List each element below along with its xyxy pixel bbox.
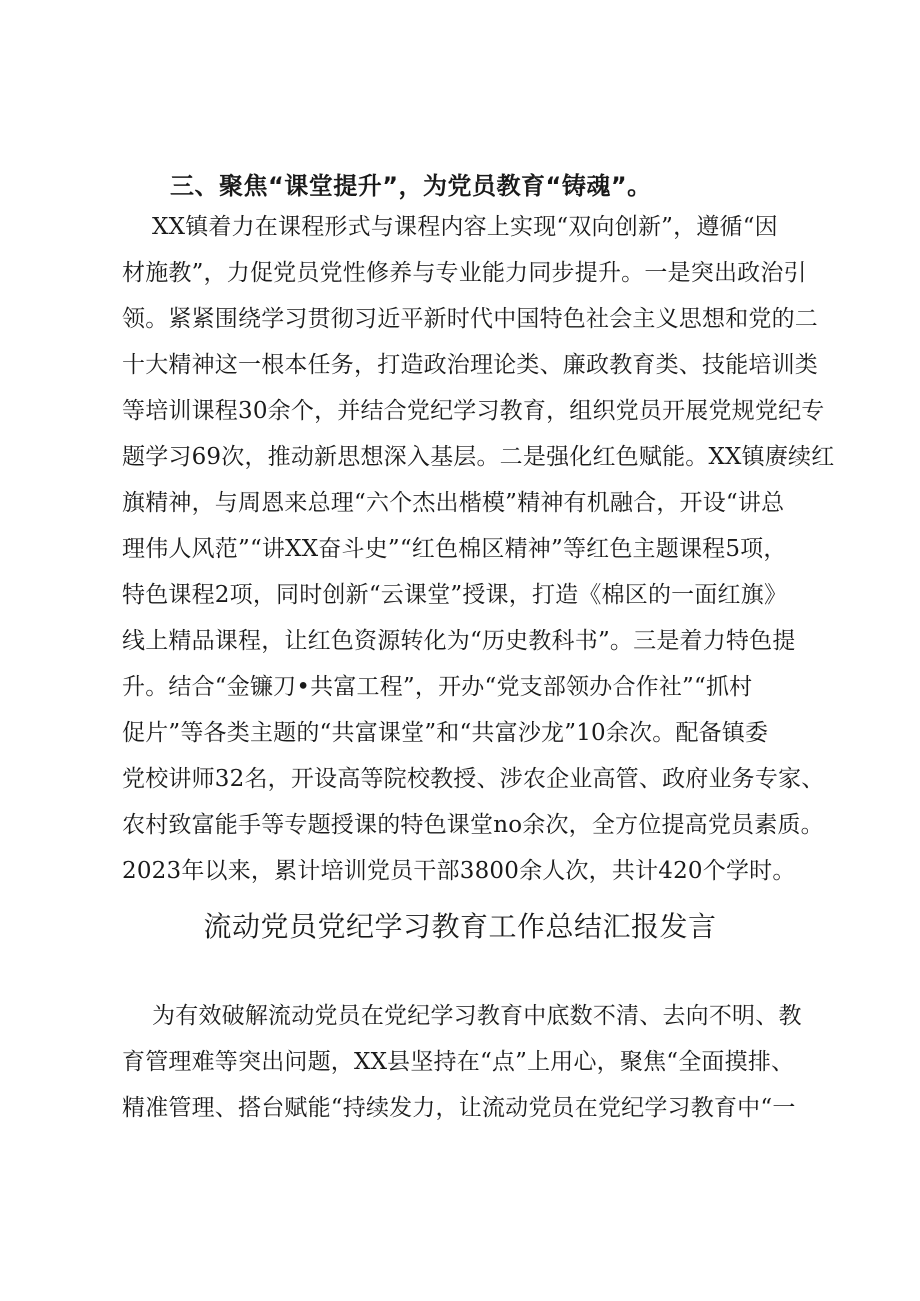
body-line: 等培训课程30余个，并结合党纪学习教育，组织党员开展党规党纪专: [122, 398, 825, 424]
body-line: 2023年以来，累计培训党员干部3800余人次，共计420个学时。: [122, 858, 796, 884]
section-body: [122, 204, 835, 894]
body-line: 领。紧紧围绕学习贯彻习近平新时代中国特色社会主义思想和党的二: [122, 306, 818, 332]
body-line: 旗精神，与周恩来总理“六个杰出楷模”精神有机融合，开设“讲总: [122, 490, 785, 516]
section-heading: 三、聚焦“课堂提升”，为党员教育“铸魂”。: [170, 172, 652, 200]
body-line: 线上精品课程，让红色资源转化为“历史教科书”。三是着力特色提: [122, 628, 796, 654]
body-line: 材施教”，力促党员党性修养与专业能力同步提升。一是突出政治引: [122, 260, 807, 286]
body-line: 党校讲师32名，开设高等院校教授、涉农企业高管、政府业务专家、: [122, 766, 825, 792]
body-line: 理伟人风范”“讲XX奋斗史”“红色棉区精神”等红色主题课程5项，: [122, 536, 787, 562]
document-body: [122, 993, 822, 1131]
body-line: 十大精神这一根本任务，打造政治理论类、廉政教育类、技能培训类: [122, 352, 818, 378]
body-line: 题学习69次，推动新思想深入基层。二是强化红色赋能。XX镇赓续红: [122, 444, 835, 470]
body-line: 农村致富能手等专题授课的特色课堂no余次，全方位提高党员素质。: [122, 812, 824, 838]
document-title: 流动党员党纪学习教育工作总结汇报发言: [203, 910, 717, 943]
body-line: 育管理难等突出问题，XX县坚持在“点”上用心，聚焦“全面摸排、: [122, 1049, 795, 1075]
body-line: 升。结合“金镰刀•共富工程”，开办“党支部领办合作社”“抓村: [122, 674, 753, 700]
body-line: 精准管理、搭台赋能“持续发力，让流动党员在党纪学习教育中“一: [122, 1095, 796, 1121]
body-line: 为有效破解流动党员在党纪学习教育中底数不清、去向不明、教: [122, 1003, 802, 1029]
body-line: XX镇着力在课程形式与课程内容上实现“双向创新”，遵循“因: [122, 214, 778, 240]
body-line: 特色课程2项，同时创新“云课堂”授课，打造《棉区的一面红旗》: [122, 582, 788, 608]
body-line: 促片”等各类主题的“共富课堂”和“共富沙龙”10余次。配备镇委: [122, 720, 769, 746]
